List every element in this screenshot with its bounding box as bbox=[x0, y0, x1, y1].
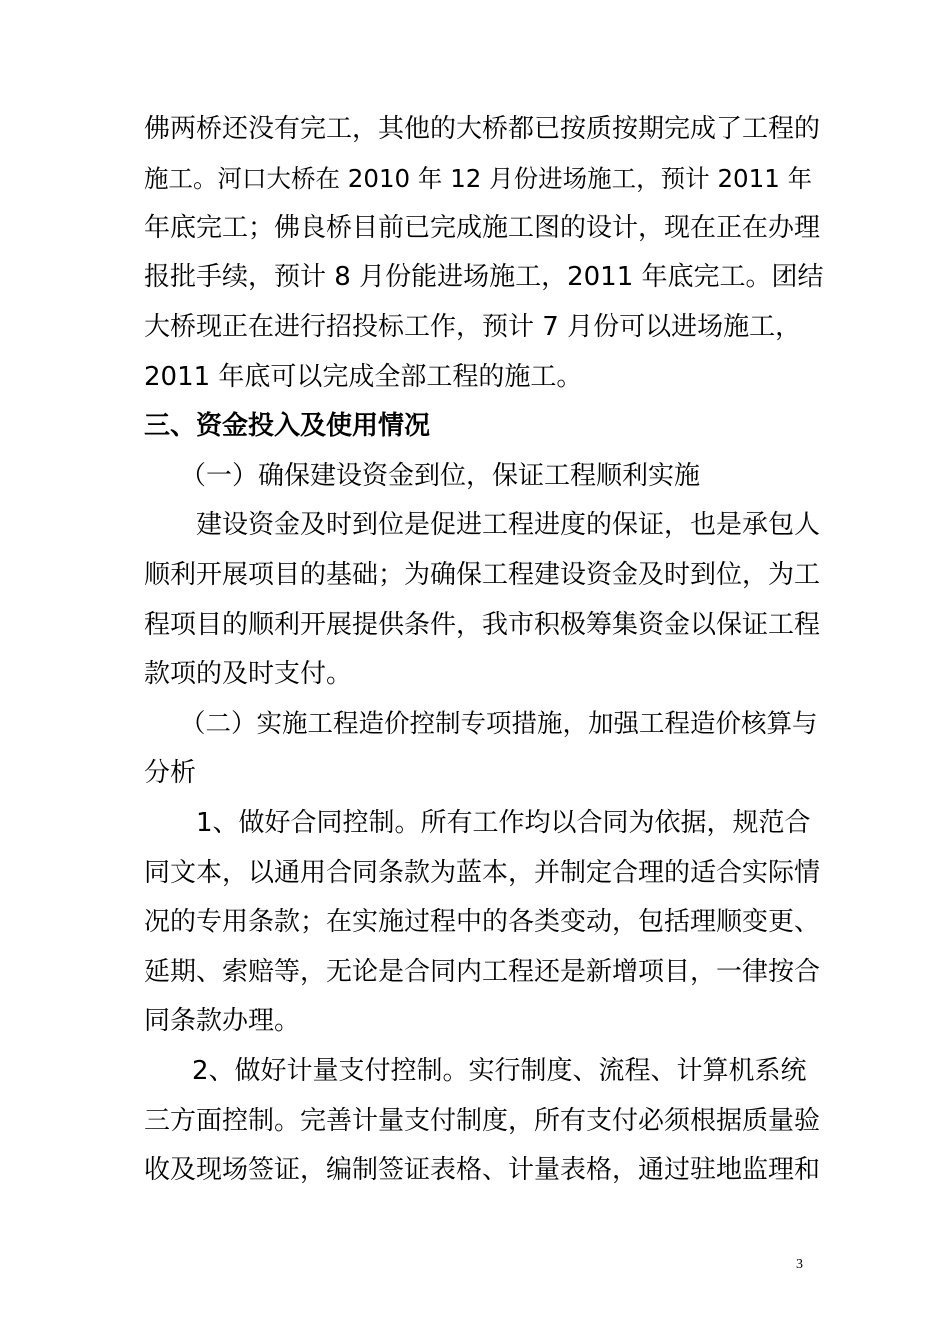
text-line: 大桥现正在进行招投标工作，预计 7 月份可以进场施工， bbox=[144, 312, 802, 342]
subsection-heading: （一）确保建设资金到位，保证工程顺利实施 bbox=[180, 461, 701, 491]
text-line: 2、做好计量支付控制。实行制度、流程、计算机系统 bbox=[192, 1056, 807, 1086]
text-line: 收及现场签证，编制签证表格、计量表格，通过驻地监理和 bbox=[144, 1155, 821, 1185]
text-line: 三方面控制。完善计量支付制度，所有支付必须根据质量验 bbox=[144, 1106, 821, 1136]
text-line: 1、做好合同控制。所有工作均以合同为依据，规范合 bbox=[196, 808, 811, 838]
text-line: 延期、索赔等，无论是合同内工程还是新增项目，一律按合 bbox=[144, 957, 821, 987]
text-line: 款项的及时支付。 bbox=[144, 659, 353, 689]
text-line: 程项目的顺利开展提供条件，我市积极筹集资金以保证工程 bbox=[144, 610, 821, 640]
text-line: 同条款办理。 bbox=[144, 1006, 301, 1036]
text-line: 顺利开展项目的基础；为确保工程建设资金及时到位，为工 bbox=[144, 560, 821, 590]
text-line: 况的专用条款；在实施过程中的各类变动，包括理顺变更、 bbox=[144, 907, 821, 937]
text-line: 年底完工；佛良桥目前已完成施工图的设计，现在正在办理 bbox=[144, 213, 821, 243]
text-line: 同文本，以通用合同条款为蓝本，并制定合理的适合实际情 bbox=[144, 858, 821, 888]
text-line: 2011 年底可以完成全部工程的施工。 bbox=[144, 362, 583, 392]
text-line: 报批手续，预计 8 月份能进场施工，2011 年底完工。团结 bbox=[144, 262, 824, 292]
text-line: 佛两桥还没有完工，其他的大桥都已按质按期完成了工程的 bbox=[144, 114, 821, 144]
text-line: 建设资金及时到位是促进工程进度的保证，也是承包人 bbox=[196, 510, 821, 540]
page-number: 3 bbox=[796, 1257, 803, 1272]
section-heading: 三、资金投入及使用情况 bbox=[144, 411, 431, 441]
subsection-heading: （二）实施工程造价控制专项措施，加强工程造价核算与 bbox=[180, 709, 818, 739]
text-line: 施工。河口大桥在 2010 年 12 月份进场施工，预计 2011 年 bbox=[144, 164, 813, 193]
text-line: 分析 bbox=[144, 758, 197, 788]
